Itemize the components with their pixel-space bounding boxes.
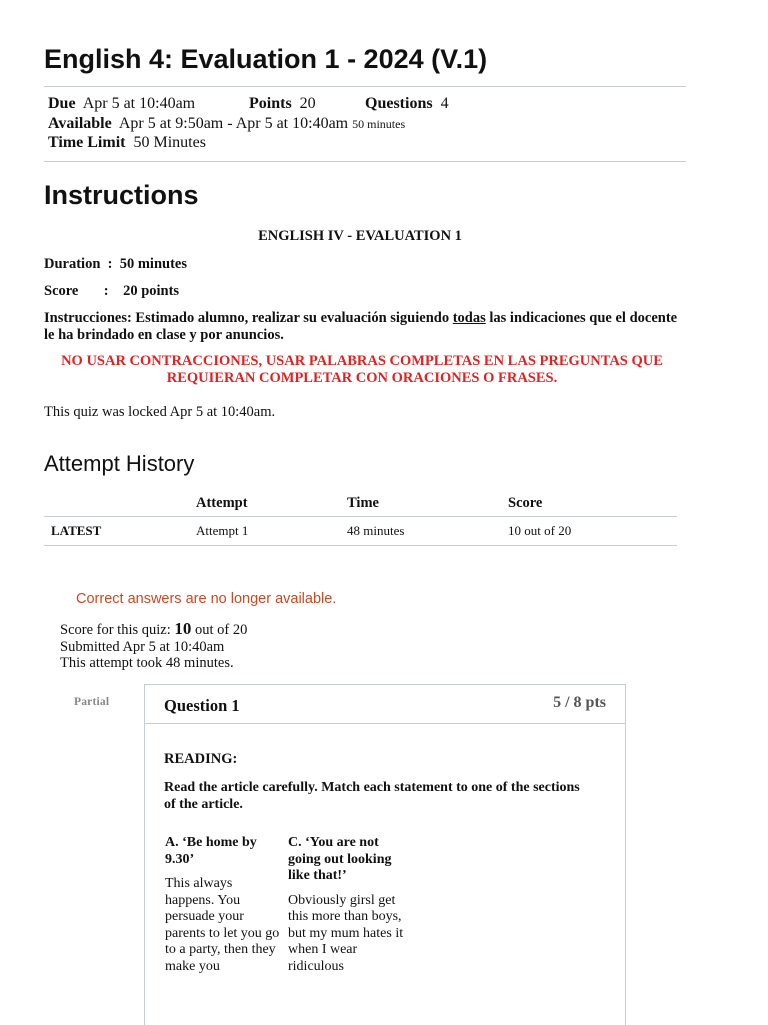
section-c-heading: C. ‘You are not going out looking like that!’ <box>288 835 392 883</box>
instructions-heading: Instructions <box>44 180 199 210</box>
instructions-center-heading: ENGLISH IV - EVALUATION 1 <box>258 228 462 244</box>
table-header-row <box>44 490 677 517</box>
attempt-link[interactable]: Attempt 1 <box>196 517 347 546</box>
table-row <box>44 517 677 546</box>
attempt-history-table <box>44 490 677 546</box>
questions-label: Questions <box>365 95 433 112</box>
instructions-text-prefix: Instrucciones: Estimado alumno, realizar su evaluación siguiendo <box>44 310 453 326</box>
divider <box>44 86 686 87</box>
questions-info <box>365 95 449 113</box>
score-value: 10 <box>174 619 192 638</box>
available-value: Apr 5 at 9:50am - Apr 5 at 10:40am <box>118 115 349 132</box>
partial-badge: Partial <box>74 696 110 708</box>
score-suffix: out of 20 <box>191 622 248 638</box>
column-header: Attempt <box>196 490 347 517</box>
time-limit-label: Time Limit <box>48 134 126 151</box>
reading-prompt: Read the article carefully. Match each statement to one of the sections of the article. <box>164 780 580 812</box>
warning-text: NO USAR CONTRACCIONES, USAR PALABRAS COMPLETAS EN LAS PREGUNTAS QUE REQUIERAN COMPLETAR CON ORACIONES O FRASES. <box>61 353 663 386</box>
due-value: Apr 5 at 10:40am <box>82 95 196 112</box>
instructions-text-suffix: las indicaciones que el docente le ha brindado en clase y por anuncios. <box>44 310 678 343</box>
submitted-time: Submitted Apr 5 at 10:40am <box>60 638 225 655</box>
score-summary <box>60 621 247 672</box>
section-a <box>165 835 281 975</box>
correct-answers-notice: Correct answers are no longer available. <box>76 591 337 607</box>
score-line: Score : 20 points <box>44 283 180 299</box>
time-limit-info <box>48 134 206 152</box>
latest-label: LATEST <box>44 517 196 546</box>
question-title: Question 1 <box>164 696 240 715</box>
instructions-text <box>44 310 680 344</box>
locked-notice: This quiz was locked Apr 5 at 10:40am. <box>44 404 276 420</box>
divider <box>44 161 686 162</box>
instructions-text-underlined: todas <box>452 310 486 326</box>
attempt-time: 48 minutes <box>347 517 508 546</box>
question-card <box>144 684 626 1025</box>
reading-label: READING: <box>164 751 238 767</box>
section-a-heading: A. ‘Be home by 9.30’ <box>165 835 257 867</box>
question-header <box>145 685 625 724</box>
score-prefix: Score for this quiz: <box>60 622 175 638</box>
question-points: 5 / 8 pts <box>553 694 606 711</box>
attempt-history-heading: Attempt History <box>44 451 195 476</box>
column-header: Time <box>347 490 508 517</box>
due-label: Due <box>48 95 76 112</box>
time-limit-value: 50 Minutes <box>133 134 206 151</box>
attempt-duration: This attempt took 48 minutes. <box>60 655 234 671</box>
available-note: 50 minutes <box>352 117 406 131</box>
section-a-text: This always happens. You persuade your parents to let you go to a party, then they make you <box>165 876 280 974</box>
section-c <box>288 835 414 975</box>
quiz-title: English 4: Evaluation 1 - 2024 (V.1) <box>44 44 488 74</box>
column-header <box>44 490 196 517</box>
points-label: Points <box>249 95 292 112</box>
questions-value: 4 <box>440 95 449 112</box>
duration-line: Duration : 50 minutes <box>44 256 187 272</box>
section-c-text: Obviously girsl get this more than boys, but my mum hates it when I wear ridiculous <box>288 892 404 974</box>
attempt-score: 10 out of 20 <box>508 517 677 546</box>
available-label: Available <box>48 115 112 132</box>
available-info <box>48 115 405 133</box>
column-header: Score <box>508 490 677 517</box>
quiz-score <box>60 621 247 639</box>
points-value: 20 <box>299 95 316 112</box>
points-info <box>249 95 316 113</box>
due-info <box>48 95 195 113</box>
